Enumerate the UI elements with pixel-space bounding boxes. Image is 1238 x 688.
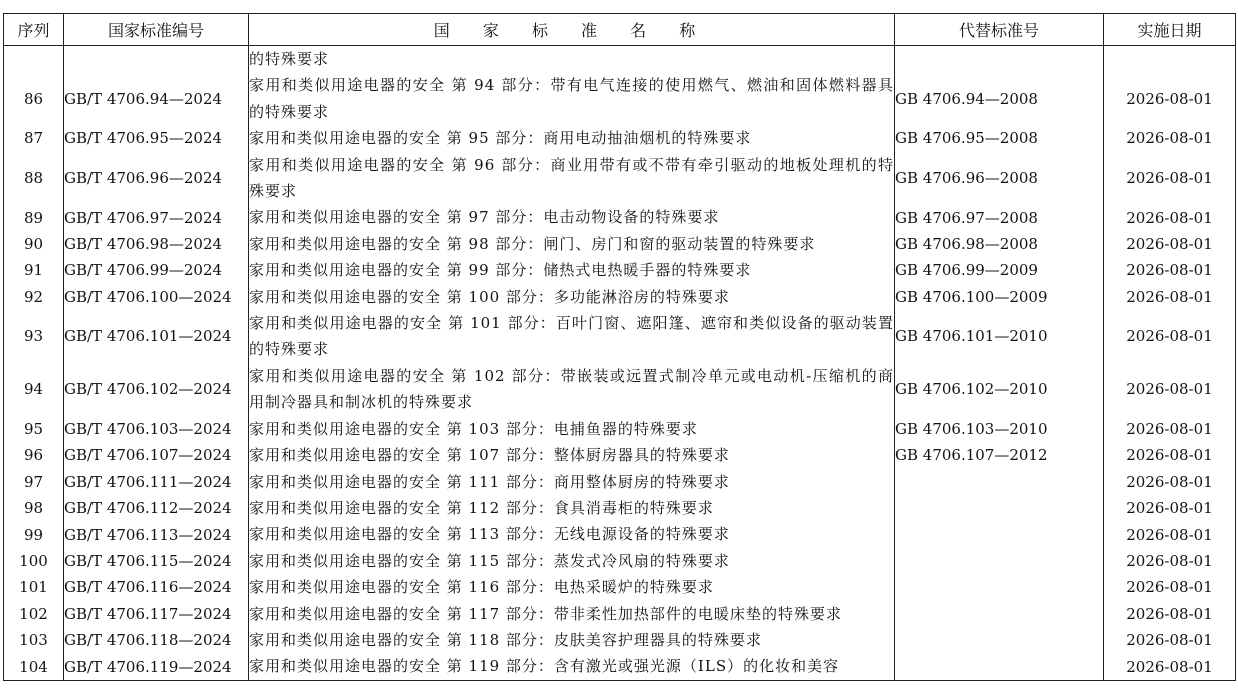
table-header-row	[4, 14, 1236, 46]
header-code: 国家标准编号	[64, 14, 249, 46]
cell-standard-code: GB/T 4706.115—2024	[64, 548, 249, 574]
cell-standard-name: 家用和类似用途电器的安全 第 118 部分：皮肤美容护理器具的特殊要求	[249, 627, 895, 653]
cell-standard-name: 家用和类似用途电器的安全 第 100 部分：多功能淋浴房的特殊要求	[249, 284, 895, 310]
cell-seq: 101	[4, 574, 64, 600]
cell-implementation-date: 2026-08-01	[1104, 310, 1236, 363]
cell-replaced-standard: GB 4706.95—2008	[895, 125, 1104, 151]
cell-standard-code: GB/T 4706.99—2024	[64, 257, 249, 283]
table-row	[4, 46, 1236, 73]
cell-standard-name: 家用和类似用途电器的安全 第 95 部分：商用电动抽油烟机的特殊要求	[249, 125, 895, 151]
cell-implementation-date: 2026-08-01	[1104, 601, 1236, 627]
cell-standard-code: GB/T 4706.95—2024	[64, 125, 249, 151]
cell-standard-name: 家用和类似用途电器的安全 第 97 部分：电击动物设备的特殊要求	[249, 204, 895, 230]
table-row	[4, 442, 1236, 468]
cell-seq: 90	[4, 231, 64, 257]
cell-seq: 93	[4, 310, 64, 363]
cell-replaced-standard: GB 4706.94—2008	[895, 72, 1104, 125]
table-row	[4, 204, 1236, 230]
cell-standard-code: GB/T 4706.100—2024	[64, 284, 249, 310]
cell-seq: 89	[4, 204, 64, 230]
cell-seq: 102	[4, 601, 64, 627]
cell-implementation-date: 2026-08-01	[1104, 72, 1236, 125]
cell-replaced-standard	[895, 574, 1104, 600]
table-row	[4, 231, 1236, 257]
cell-seq: 86	[4, 72, 64, 125]
cell-seq: 95	[4, 416, 64, 442]
cell-replaced-standard	[895, 653, 1104, 680]
cell-seq: 100	[4, 548, 64, 574]
cell-implementation-date: 2026-08-01	[1104, 416, 1236, 442]
header-name	[249, 14, 895, 46]
cell-standard-code: GB/T 4706.102—2024	[64, 363, 249, 416]
table-row	[4, 495, 1236, 521]
cell-replaced-standard	[895, 601, 1104, 627]
cell-seq: 92	[4, 284, 64, 310]
cell-replaced-standard	[895, 46, 1104, 73]
cell-seq: 91	[4, 257, 64, 283]
cell-standard-name: 家用和类似用途电器的安全 第 111 部分：商用整体厨房的特殊要求	[249, 469, 895, 495]
cell-standard-code: GB/T 4706.118—2024	[64, 627, 249, 653]
header-date: 实施日期	[1104, 14, 1236, 46]
cell-standard-name: 家用和类似用途电器的安全 第 103 部分：电捕鱼器的特殊要求	[249, 416, 895, 442]
cell-replaced-standard	[895, 627, 1104, 653]
cell-implementation-date: 2026-08-01	[1104, 231, 1236, 257]
cell-implementation-date: 2026-08-01	[1104, 469, 1236, 495]
cell-replaced-standard: GB 4706.102—2010	[895, 363, 1104, 416]
cell-replaced-standard: GB 4706.100—2009	[895, 284, 1104, 310]
cell-standard-name: 家用和类似用途电器的安全 第 119 部分：含有激光或强光源（ILS）的化妆和美容	[249, 653, 895, 680]
cell-replaced-standard	[895, 495, 1104, 521]
cell-implementation-date: 2026-08-01	[1104, 521, 1236, 547]
cell-replaced-standard: GB 4706.98—2008	[895, 231, 1104, 257]
table-row	[4, 363, 1236, 416]
table-row	[4, 574, 1236, 600]
cell-implementation-date: 2026-08-01	[1104, 495, 1236, 521]
cell-standard-name: 家用和类似用途电器的安全 第 96 部分：商业用带有或不带有牵引驱动的地板处理机的特殊要求	[249, 152, 895, 205]
cell-seq: 88	[4, 152, 64, 205]
cell-standard-code: GB/T 4706.101—2024	[64, 310, 249, 363]
cell-replaced-standard: GB 4706.107—2012	[895, 442, 1104, 468]
cell-seq: 97	[4, 469, 64, 495]
table-row	[4, 601, 1236, 627]
cell-standard-name: 家用和类似用途电器的安全 第 112 部分：食具消毒柜的特殊要求	[249, 495, 895, 521]
cell-standard-name: 家用和类似用途电器的安全 第 101 部分：百叶门窗、遮阳篷、遮帘和类似设备的驱动装置的特殊要求	[249, 310, 895, 363]
table-body	[4, 46, 1236, 681]
cell-replaced-standard: GB 4706.103—2010	[895, 416, 1104, 442]
cell-standard-code: GB/T 4706.103—2024	[64, 416, 249, 442]
cell-seq: 87	[4, 125, 64, 151]
standards-table	[3, 13, 1236, 681]
cell-standard-code: GB/T 4706.97—2024	[64, 204, 249, 230]
cell-standard-code: GB/T 4706.112—2024	[64, 495, 249, 521]
table-row	[4, 257, 1236, 283]
cell-seq: 98	[4, 495, 64, 521]
cell-implementation-date: 2026-08-01	[1104, 257, 1236, 283]
table-row	[4, 72, 1236, 125]
table-row	[4, 653, 1236, 680]
table-row	[4, 416, 1236, 442]
cell-implementation-date: 2026-08-01	[1104, 442, 1236, 468]
cell-replaced-standard	[895, 548, 1104, 574]
cell-standard-code: GB/T 4706.96—2024	[64, 152, 249, 205]
table-row	[4, 310, 1236, 363]
cell-replaced-standard: GB 4706.97—2008	[895, 204, 1104, 230]
cell-seq: 94	[4, 363, 64, 416]
cell-replaced-standard: GB 4706.99—2009	[895, 257, 1104, 283]
cell-standard-name: 家用和类似用途电器的安全 第 98 部分：闸门、房门和窗的驱动装置的特殊要求	[249, 231, 895, 257]
cell-standard-name: 家用和类似用途电器的安全 第 113 部分：无线电源设备的特殊要求	[249, 521, 895, 547]
header-seq: 序列	[4, 14, 64, 46]
cell-seq: 99	[4, 521, 64, 547]
cell-implementation-date: 2026-08-01	[1104, 363, 1236, 416]
cell-standard-code: GB/T 4706.116—2024	[64, 574, 249, 600]
cell-standard-name: 家用和类似用途电器的安全 第 116 部分：电热采暖炉的特殊要求	[249, 574, 895, 600]
cell-standard-name: 家用和类似用途电器的安全 第 107 部分：整体厨房器具的特殊要求	[249, 442, 895, 468]
cell-standard-code	[64, 46, 249, 73]
cell-standard-code: GB/T 4706.119—2024	[64, 653, 249, 680]
table-row	[4, 152, 1236, 205]
cell-implementation-date	[1104, 46, 1236, 73]
table-row	[4, 125, 1236, 151]
cell-standard-code: GB/T 4706.113—2024	[64, 521, 249, 547]
cell-replaced-standard	[895, 521, 1104, 547]
header-replaces: 代替标准号	[895, 14, 1104, 46]
cell-standard-code: GB/T 4706.107—2024	[64, 442, 249, 468]
table-row	[4, 548, 1236, 574]
cell-implementation-date: 2026-08-01	[1104, 548, 1236, 574]
header-name-text: 国 家 标 准 名 称	[433, 21, 710, 40]
cell-standard-name: 家用和类似用途电器的安全 第 94 部分：带有电气连接的使用燃气、燃油和固体燃料器具的特殊要求	[249, 72, 895, 125]
cell-standard-name: 的特殊要求	[249, 46, 895, 73]
cell-replaced-standard	[895, 469, 1104, 495]
cell-standard-code: GB/T 4706.111—2024	[64, 469, 249, 495]
cell-standard-name: 家用和类似用途电器的安全 第 115 部分：蒸发式冷风扇的特殊要求	[249, 548, 895, 574]
cell-implementation-date: 2026-08-01	[1104, 125, 1236, 151]
cell-implementation-date: 2026-08-01	[1104, 574, 1236, 600]
cell-implementation-date: 2026-08-01	[1104, 627, 1236, 653]
cell-implementation-date: 2026-08-01	[1104, 653, 1236, 680]
cell-seq: 104	[4, 653, 64, 680]
table-row	[4, 469, 1236, 495]
cell-standard-name: 家用和类似用途电器的安全 第 117 部分：带非柔性加热部件的电暖床垫的特殊要求	[249, 601, 895, 627]
cell-implementation-date: 2026-08-01	[1104, 284, 1236, 310]
table-row	[4, 521, 1236, 547]
cell-replaced-standard: GB 4706.101—2010	[895, 310, 1104, 363]
cell-standard-code: GB/T 4706.94—2024	[64, 72, 249, 125]
cell-standard-code: GB/T 4706.98—2024	[64, 231, 249, 257]
cell-replaced-standard: GB 4706.96—2008	[895, 152, 1104, 205]
cell-standard-name: 家用和类似用途电器的安全 第 99 部分：储热式电热暖手器的特殊要求	[249, 257, 895, 283]
table-row	[4, 284, 1236, 310]
cell-implementation-date: 2026-08-01	[1104, 204, 1236, 230]
cell-implementation-date: 2026-08-01	[1104, 152, 1236, 205]
cell-standard-name: 家用和类似用途电器的安全 第 102 部分：带嵌装或远置式制冷单元或电动机-压缩机的商用制冷器具和制冰机的特殊要求	[249, 363, 895, 416]
cell-standard-code: GB/T 4706.117—2024	[64, 601, 249, 627]
table-row	[4, 627, 1236, 653]
cell-seq: 103	[4, 627, 64, 653]
cell-seq	[4, 46, 64, 73]
cell-seq: 96	[4, 442, 64, 468]
